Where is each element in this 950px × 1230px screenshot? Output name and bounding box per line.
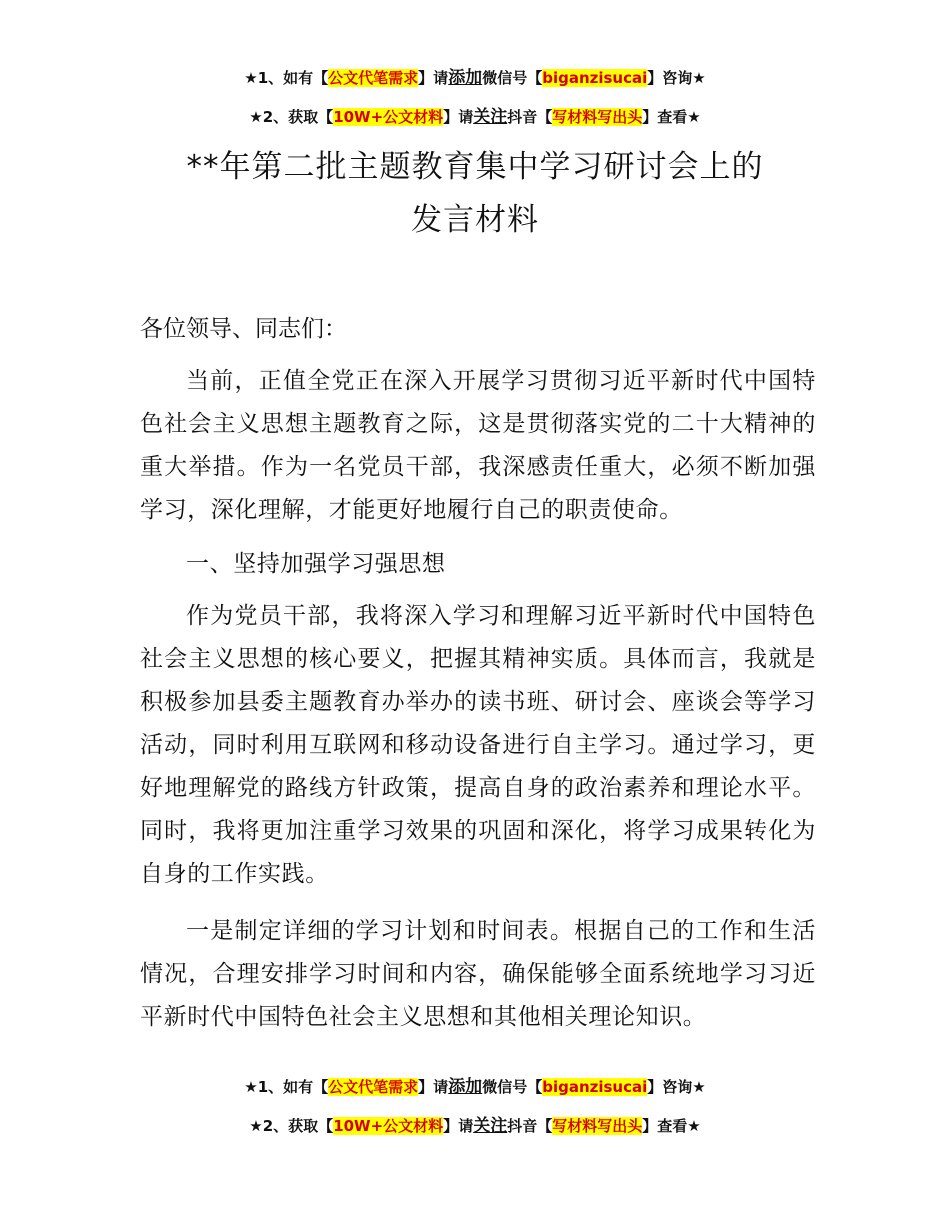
promo-text: 】请 [443, 1117, 474, 1135]
promo-text: 】咨询★ [647, 1078, 706, 1096]
promo-text: 抖音【 [507, 108, 553, 126]
promo-highlight: 公文代笔需求 [328, 1078, 419, 1096]
promo-highlight: 公文代笔需求 [328, 69, 419, 87]
promo-wechat-id: biganzisucai [542, 1078, 648, 1096]
header-promo-line-1 [0, 67, 950, 89]
header-promo-line-2 [0, 106, 950, 128]
promo-text: ★2、获取【 [249, 1117, 334, 1135]
promo-underline: 添加 [448, 1077, 483, 1097]
promo-text: ★1、如有【 [244, 69, 329, 87]
promo-text: 】请 [418, 1078, 449, 1096]
promo-text: 】查看★ [642, 108, 701, 126]
promo-text: 】咨询★ [647, 69, 706, 87]
footer-promo-line-1 [0, 1076, 950, 1098]
promo-underline: 关注 [473, 1116, 508, 1136]
promo-text: 微信号【 [482, 69, 543, 87]
promo-text: 】请 [418, 69, 449, 87]
promo-douyin-id: 写材料写出头 [552, 108, 643, 126]
promo-underline: 关注 [473, 107, 508, 127]
document-title-line-1: **年第二批主题教育集中学习研讨会上的 [186, 149, 764, 185]
paragraph-study: 作为党员干部，我将深入学习和理解习近平新时代中国特色社会主义思想的核心要义，把握其精神实质。具体而言，我就是积极参加县委主题教育办举办的读书班、研讨会、座谈会等学习活动，同时利用互联网和移动设备进行自主学习。通过学习，更好地理解党的路线方针政策，提高自身的政治素养和理论水平。同时，我将更加注重学习效果的巩固和深化，将学习成果转化为自身的工作实践。 [140, 603, 816, 887]
promo-text: 抖音【 [507, 1117, 553, 1135]
promo-text: ★2、获取【 [249, 108, 334, 126]
footer-promo-line-2 [0, 1115, 950, 1137]
promo-underline: 添加 [448, 68, 483, 88]
section-heading-1: 一、坚持加强学习强思想 [186, 551, 446, 577]
promo-highlight: 10W+公文材料 [333, 1117, 444, 1135]
document-title-line-2: 发言材料 [411, 202, 539, 238]
salutation: 各位领导、同志们： [140, 316, 347, 342]
promo-text: 微信号【 [482, 1078, 543, 1096]
promo-wechat-id: biganzisucai [542, 69, 648, 87]
promo-text: 】请 [443, 108, 474, 126]
promo-highlight: 10W+公文材料 [333, 108, 444, 126]
promo-text: 】查看★ [642, 1117, 701, 1135]
promo-douyin-id: 写材料写出头 [552, 1117, 643, 1135]
paragraph-plan: 一是制定详细的学习计划和时间表。根据自己的工作和生活情况，合理安排学习时间和内容，确保能够全面系统地学习习近平新时代中国特色社会主义思想和其他相关理论知识。 [140, 918, 816, 1030]
promo-text: ★1、如有【 [244, 1078, 329, 1096]
paragraph-intro: 当前，正值全党正在深入开展学习贯彻习近平新时代中国特色社会主义思想主题教育之际，这是贯彻落实党的二十大精神的重大举措。作为一名党员干部，我深感责任重大，必须不断加强学习，深化理解，才能更好地履行自己的职责使命。 [140, 368, 816, 523]
